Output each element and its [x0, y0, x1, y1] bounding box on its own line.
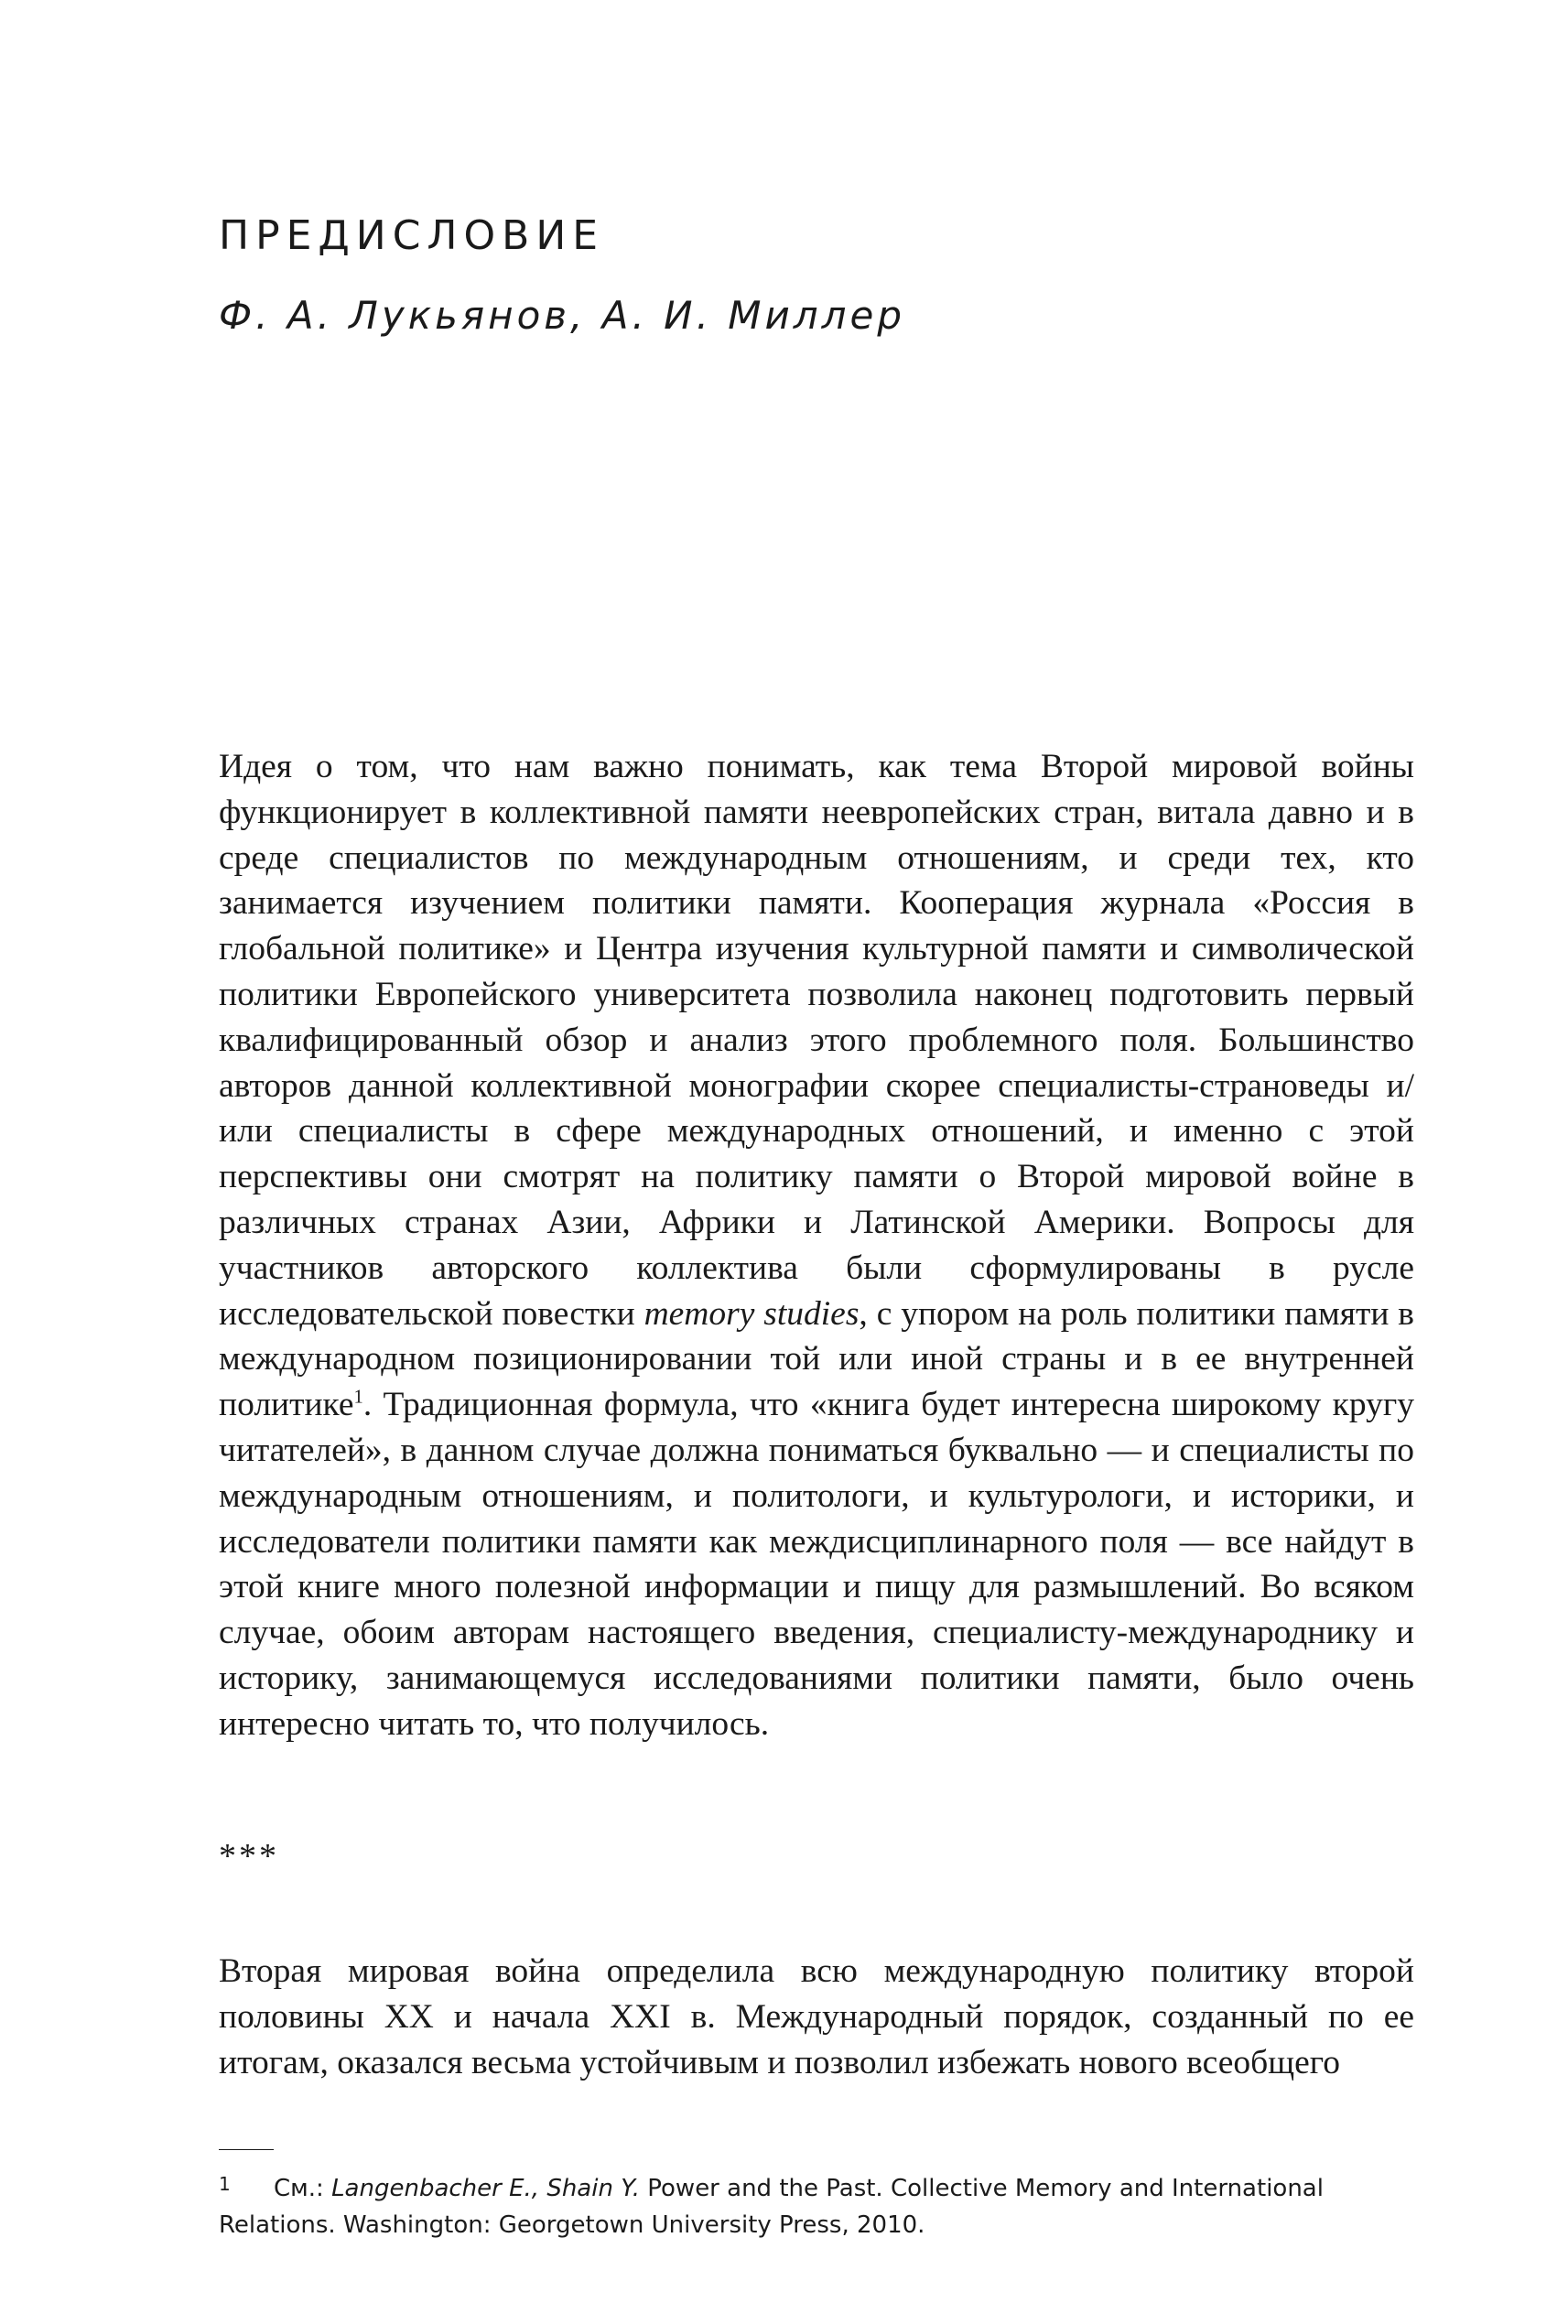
footnote-reference[interactable]: 1: [353, 1387, 363, 1408]
footnote-divider: [219, 2149, 274, 2150]
paragraph-intro-part-a: Идея о том, что нам важно понимать, как тема Второй мировой войны функционирует в коллективной памяти неевропейских стран, витала давно и в среде специалистов по международным отношениям, и среди тех, кто занимается изучением политики памяти. Кооперация журнала «Россия в глобальной политике» и Центра изучения культурной памяти и символической политики Европейского университета позволила наконец подготовить первый квалифицированный обзор и анализ этого проблемного поля. Большинство авторов данной коллективной монографии скорее специалисты-страноведы и/или специалисты в сфере международных отношений, и именно с этой перспективы они смотрят на политику памяти о Второй мировой войне в различных странах Азии, Африки и Латинской Америки. Вопросы для участников авторского коллектива были сформулированы в русле исследовательской повестки: [219, 748, 1414, 1333]
footnote-prefix: См.:: [274, 2175, 332, 2202]
footnote: [219, 2166, 1414, 2243]
paragraph-intro-part-c: . Традиционная формула, что «книга будет интересна широкому кругу читателей», в данном случае должна пониматься буквально — и специалисты по международным отношениям, и политологи, и культурологи, и историки, и исследователи политики памяти как междисциплинарного поля — все найдут в этой книге много полезной информации и пищу для размышлений. Во всяком случае, обоим авторам настоящего введения, специалисту-международнику и историку, занимающемуся исследованиями политики памяти, было очень интересно читать то, что получилось.: [219, 1386, 1414, 1743]
paragraph-second: Вторая мировая война определила всю международную политику второй половины XX и начала XXI в. Международный порядок, созданный по ее итогам, оказался весьма устойчивым и позволил избежать нового всеобщего: [219, 1952, 1414, 2081]
footnote-authors: Langenbacher E., Shain Y.: [331, 2175, 640, 2202]
footnote-citation: Power and the Past. Collective Memory and International Relations. Washington: Georgetown University Press, 2010.: [219, 2175, 1324, 2239]
section-separator: ***: [219, 1837, 279, 1875]
chapter-authors: Ф. А. Лукьянов, А. И. Миллер: [219, 293, 905, 338]
memory-studies-term: memory studies: [643, 1294, 860, 1333]
paragraph-intro: [219, 744, 1414, 1747]
chapter-title: ПРЕДИСЛОВИЕ: [219, 212, 605, 259]
footnote-number: 1: [219, 2173, 231, 2195]
paragraph-intro-part-b: , с упором на роль политики памяти в международном позиционировании той или иной страны и в ее внутренней политике: [219, 1294, 1415, 1424]
